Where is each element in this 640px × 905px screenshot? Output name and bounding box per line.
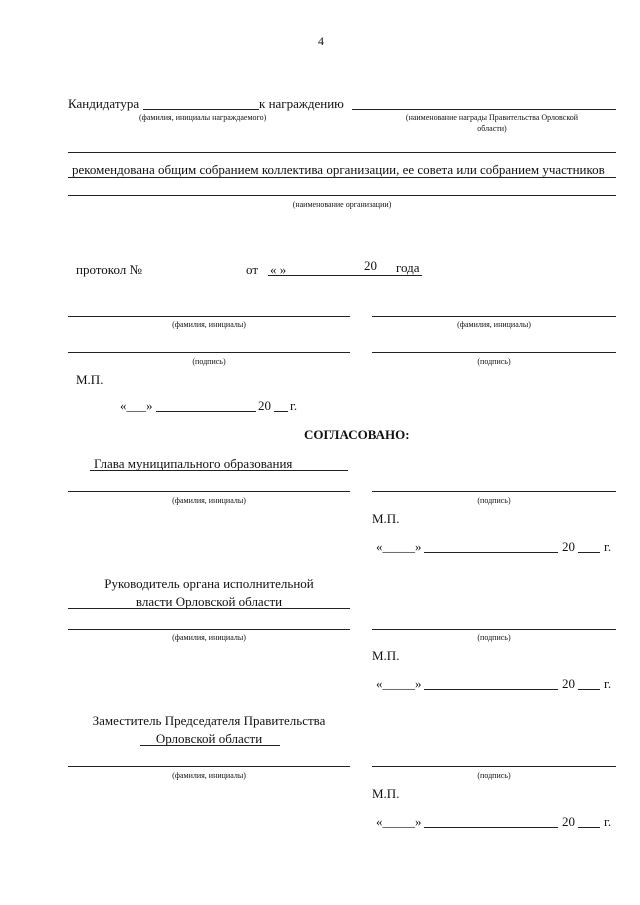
block2-title-2: власти Орловской области xyxy=(135,594,283,609)
to-award-label: к награждению xyxy=(259,96,344,111)
block1-title: Глава муниципального образования xyxy=(94,456,293,471)
block1-year-line xyxy=(578,552,600,553)
recommended-text: рекомендована общим собранием коллектива организации, ее совета или собранием участников xyxy=(72,162,605,177)
fio-caption-left: (фамилия, инициалы) xyxy=(172,320,246,329)
block3-title-2: Орловской области xyxy=(155,731,263,746)
block3-year-line xyxy=(578,827,600,828)
block3-fio-line xyxy=(68,766,350,767)
protocol-year-prefix: 20 xyxy=(364,258,377,273)
block2-sign-caption: (подпись) xyxy=(477,633,511,642)
candidate-name-line xyxy=(143,109,259,110)
protocol-year-word: года xyxy=(396,260,420,275)
block3-date-open: «_____» xyxy=(376,814,422,829)
block3-date-year: 20 xyxy=(562,814,575,829)
award-caption-2: области) xyxy=(477,124,507,133)
fio-caption-right: (фамилия, инициалы) xyxy=(457,320,531,329)
block3-sign-caption: (подпись) xyxy=(477,771,511,780)
award-caption-1: (наименование награды Правительства Орловской xyxy=(405,113,579,122)
block3-sign-line xyxy=(372,766,616,767)
date-year-line xyxy=(274,411,288,412)
fio-line-left xyxy=(68,316,350,317)
block3-date-line xyxy=(424,827,558,828)
block2-year-line xyxy=(578,689,600,690)
page-number: 4 xyxy=(318,34,324,48)
block2-sign-line xyxy=(372,629,616,630)
candidacy-label: Кандидатура xyxy=(68,96,140,111)
block2-title-1: Руководитель органа исполнительной xyxy=(104,576,314,591)
block1-sign-caption: (подпись) xyxy=(477,496,511,505)
block3-fio-caption: (фамилия, инициалы) xyxy=(172,771,246,780)
block3-mp: М.П. xyxy=(372,786,400,801)
sign-line-left xyxy=(68,352,350,353)
block1-sign-line xyxy=(372,491,616,492)
candidate-fio-caption: (фамилия, инициалы награждаемого) xyxy=(139,113,267,122)
block1-date-suffix: г. xyxy=(604,539,612,554)
sign-caption-right: (подпись) xyxy=(477,357,511,366)
block3-title-1: Заместитель Председателя Правительства xyxy=(92,713,326,728)
protocol-label: протокол № xyxy=(76,262,142,277)
block1-date-line xyxy=(424,552,558,553)
sign-caption-left: (подпись) xyxy=(192,357,226,366)
block2-date-open: «_____» xyxy=(376,676,422,691)
block1-title-underline xyxy=(90,470,348,471)
block1-fio-caption: (фамилия, инициалы) xyxy=(172,496,246,505)
block2-title-underline xyxy=(68,608,350,609)
protocol-date-line xyxy=(268,275,422,276)
block2-fio-line xyxy=(68,629,350,630)
date-month-line xyxy=(156,411,256,412)
date-year: 20 xyxy=(258,398,271,413)
block1-mp: М.П. xyxy=(372,511,400,526)
approved-title: СОГЛАСОВАНО: xyxy=(304,427,410,442)
block3-date-suffix: г. xyxy=(604,814,612,829)
date-open: «___» xyxy=(120,398,153,413)
org-name-line xyxy=(68,195,616,196)
sign-line-right xyxy=(372,352,616,353)
block2-date-line xyxy=(424,689,558,690)
block3-title-underline xyxy=(140,745,280,746)
block2-fio-caption: (фамилия, инициалы) xyxy=(172,633,246,642)
org-caption: (наименование организации) xyxy=(292,200,392,209)
block1-fio-line xyxy=(68,491,350,492)
date-year-suffix: г. xyxy=(290,398,298,413)
block1-date-open: «_____» xyxy=(376,539,422,554)
mp-label: М.П. xyxy=(76,372,104,387)
award-name-line xyxy=(352,109,616,110)
blank-line-1 xyxy=(68,152,616,153)
recommended-underline xyxy=(68,177,616,178)
block1-date-year: 20 xyxy=(562,539,575,554)
block2-date-year: 20 xyxy=(562,676,575,691)
block2-date-suffix: г. xyxy=(604,676,612,691)
block2-mp: М.П. xyxy=(372,648,400,663)
protocol-from: от xyxy=(246,262,259,277)
protocol-date-quotes: « » xyxy=(270,262,287,277)
fio-line-right xyxy=(372,316,616,317)
